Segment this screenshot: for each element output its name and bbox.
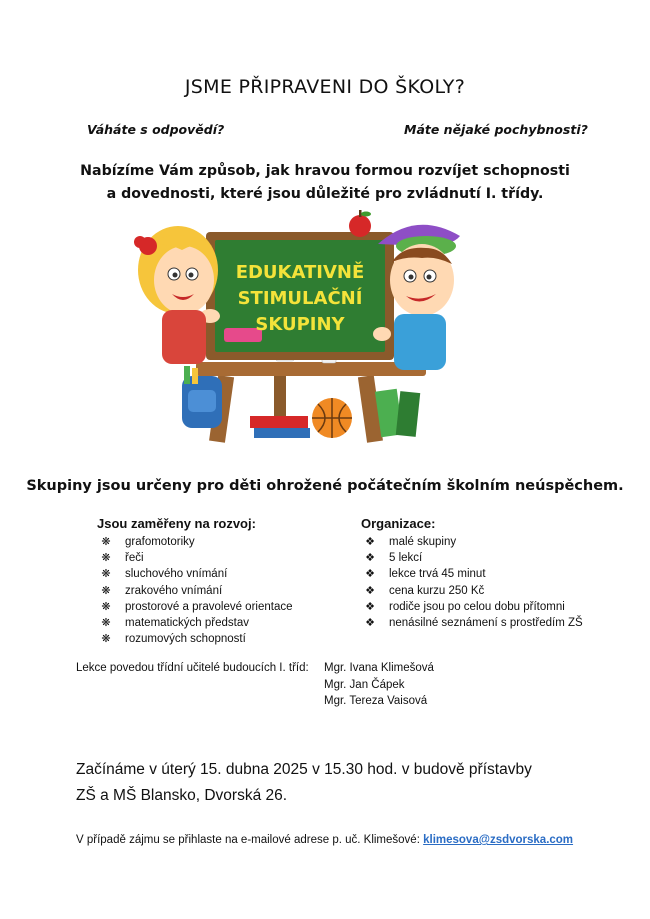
list-item: ❖ nenásilné seznámení s prostředím ZŠ (361, 615, 583, 631)
apple-icon (349, 210, 371, 237)
question-right: Máte nějaké pochybnosti? (404, 122, 588, 137)
start-info-line-2: ZŠ a MŠ Blansko, Dvorská 26. (76, 787, 288, 804)
asterisk-bullet-icon: ❋ (101, 568, 111, 581)
diamond-bullet-icon: ❖ (365, 600, 375, 613)
list-item: ❋ řeči (97, 550, 293, 566)
list-item: ❖ 5 lekcí (361, 550, 583, 566)
list-item: ❋ matematických představ (97, 615, 293, 631)
development-list (97, 534, 293, 647)
diamond-bullet-icon: ❖ (365, 616, 375, 629)
asterisk-bullet-icon: ❋ (101, 552, 111, 565)
teacher-name: Mgr. Ivana Klimešová (324, 662, 434, 674)
board-line-3: SKUPINY (255, 314, 345, 335)
list-item: ❋ grafomotoriky (97, 534, 293, 550)
diamond-bullet-icon: ❖ (365, 552, 375, 565)
question-left: Váháte s odpovědí? (87, 122, 225, 137)
development-heading: Jsou zaměřeny na rozvoj: (97, 516, 256, 531)
list-item: ❋ prostorové a pravolevé orientace (97, 599, 293, 615)
list-item: ❋ sluchového vnímání (97, 566, 293, 582)
offer-line-2: a dovednosti, které jsou důležité pro zvládnutí I. třídy. (106, 186, 544, 202)
diamond-bullet-icon: ❖ (365, 584, 375, 597)
diamond-bullet-icon: ❖ (365, 568, 375, 581)
basketball-icon (312, 398, 352, 438)
asterisk-bullet-icon: ❋ (101, 600, 111, 613)
asterisk-bullet-icon: ❋ (101, 536, 111, 548)
list-item: ❋ rozumových schopností (97, 631, 293, 647)
page-title: JSME PŘIPRAVENI DO ŠKOLY? (184, 76, 466, 98)
offer-line-1: Nabízíme Vám způsob, jak hravou formou rozvíjet schopnosti (80, 163, 570, 179)
contact-text: V případě zájmu se přihlaste na e-mailové adrese p. uč. Klimešové: (76, 834, 420, 846)
organization-section (361, 516, 583, 631)
chalkboard-illustration (126, 206, 482, 446)
teachers-intro: Lekce povedou třídní učitelé budoucích I. tříd: (76, 662, 309, 674)
development-section (97, 516, 293, 647)
list-item: ❖ malé skupiny (361, 534, 583, 550)
list-item: ❋ zrakového vnímání (97, 583, 293, 599)
offer-paragraph (40, 160, 610, 206)
contact-line (76, 834, 573, 846)
email-link[interactable]: klimesova@zsdvorska.com (423, 834, 574, 846)
asterisk-bullet-icon: ❋ (101, 633, 111, 646)
board-line-1: EDUKATIVNĚ (235, 262, 365, 283)
target-group-text: Skupiny jsou určeny pro děti ohrožené počátečním školním neúspěchem. (26, 478, 624, 494)
start-info-line-1: Začínáme v úterý 15. dubna 2025 v 15.30 hod. v budově přístavby (76, 761, 532, 778)
board-line-2: STIMULAČNÍ (237, 288, 363, 309)
organization-heading: Organizace: (361, 516, 436, 531)
asterisk-bullet-icon: ❋ (101, 616, 111, 629)
list-item: ❖ cena kurzu 250 Kč (361, 583, 583, 599)
organization-list (361, 534, 583, 631)
teacher-name: Mgr. Jan Čápek (324, 679, 405, 691)
list-item: ❖ lekce trvá 45 minut (361, 566, 583, 582)
teacher-name: Mgr. Tereza Vaisová (324, 695, 428, 707)
diamond-bullet-icon: ❖ (365, 536, 375, 548)
asterisk-bullet-icon: ❋ (101, 584, 111, 597)
list-item: ❖ rodiče jsou po celou dobu přítomni (361, 599, 583, 615)
